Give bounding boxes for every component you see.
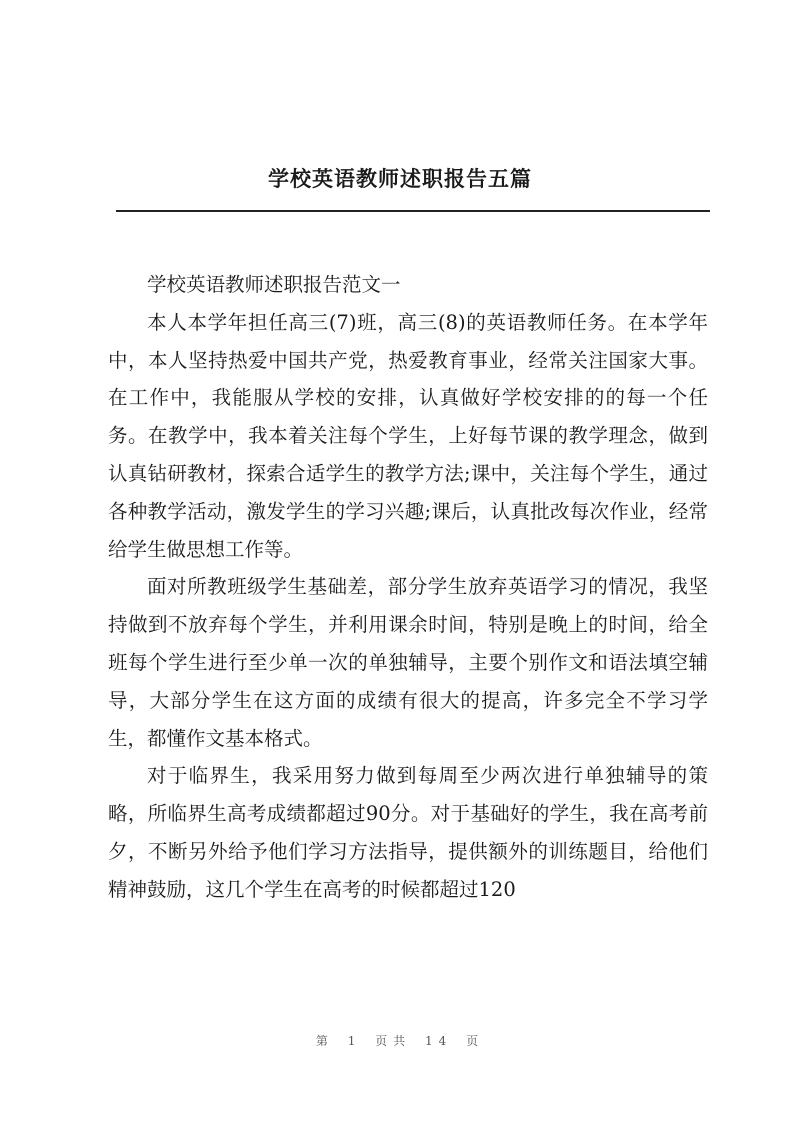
- section-heading: 学校英语教师述职报告范文一: [147, 273, 401, 296]
- page-footer: 第 1 页共 14 页: [315, 1034, 485, 1048]
- document-title: 学校英语教师述职报告五篇: [268, 166, 532, 191]
- paragraph: 面对所教班级学生基础差，部分学生放弃英语学习的情况，我坚持做到不放弃每个学生，并利用课余时间，特别是晚上的时间，给全班每个学生进行至少单一次的单独辅导，主要个别作文和语法填空辅导，大部分学生在这方面的成绩有很大的提高，许多完全不学习学生，都懂作文基本格式。: [108, 575, 708, 750]
- paragraph: 本人本学年担任高三(7)班，高三(8)的英语教师任务。在本学年中，本人坚持热爱中国共产党，热爱教育事业，经常关注国家大事。在工作中，我能服从学校的安排，认真做好学校安排的的每一个任务。在教学中，我本着关注每个学生，上好每节课的教学理念，做到认真钻研教材，探索合适学生的教学方法;课中，关注每个学生，通过各种教学活动，激发学生的学习兴趣;课后，认真批改每次作业，经常给学生做思想工作等。: [108, 310, 708, 561]
- title-divider: [116, 210, 710, 212]
- paragraph: 对于临界生，我采用努力做到每周至少两次进行单独辅导的策略，所临界生高考成绩都超过90分。对于基础好的学生，我在高考前夕，不断另外给予他们学习方法指导，提供额外的训练题目，给他们精神鼓励，这几个学生在高考的时候都超过120: [108, 764, 708, 901]
- document-body: [108, 266, 708, 909]
